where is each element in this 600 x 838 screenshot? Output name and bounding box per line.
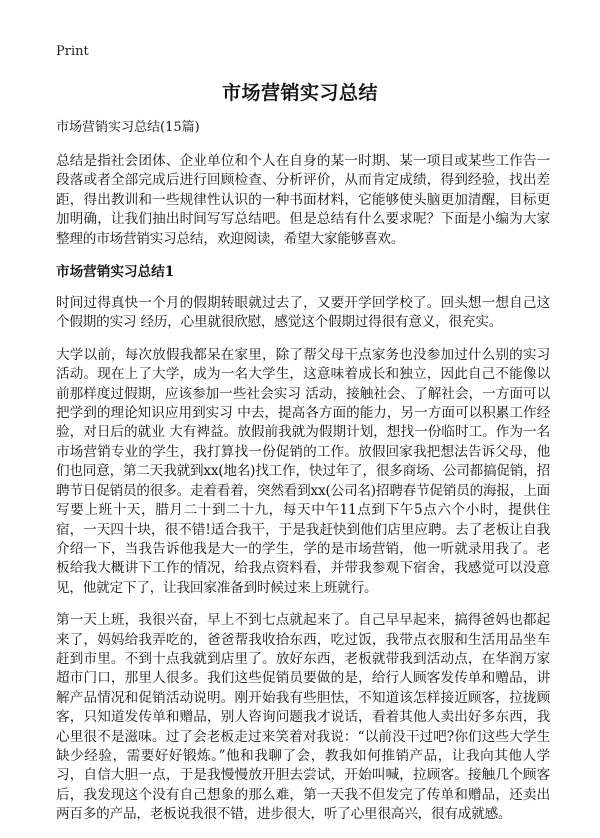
page-title: 市场营销实习总结 xyxy=(221,82,378,104)
document-subtitle: 市场营销实习总结(15篇) xyxy=(56,120,200,135)
body-paragraph: 大学以前，每次放假我都呆在家里，除了帮父母干点家务也没参加过什么别的实习活动。现在上了大学，成为一名大学生，这意味着成长和独立，因此自己不能像以前那样度过假期，应该参加一些社会实习 活动，接触社会、了解社会，一方面可以把学到的理论知识应用到实习 中去，提高各方面的能力，另一方面可以积累工作经验，对日后的就业 大有裨益。放假前我就为假期计划，想找一份临时工。作为一名市场营销专业的学生，我打算找一份促销的工作。放假回家我把想法告诉父母，他们也同意，第二天我就到xx(地名)找工作，快过年了，很多商场、公司都搞促销，招聘节日促销员的很多。走着看着，突然看到xx(公司名)招聘春节促销员的海报，上面写要上班十天，腊月二十到二十九，每天中午11点到下午5点六个小时，提供住宿，一天四十块，很不错!适合我干，于是我赶快到他们店里应聘。去了老板让自我介绍一下，当我告诉他我是大一的学生，学的是市场营销，他一听就录用我了。老板给我大概讲下工作的情况，给我点资料看，并带我参观下宿舍，我感觉可以没意见，他就定下了，让我回家准备到时候过来上班就行。 xyxy=(56,346,550,596)
print-button[interactable]: Print xyxy=(56,44,89,59)
intro-paragraph: 总结是指社会团体、企业单位和个人在自身的某一时期、某一项目或某些工作告一段落或者全部完成后进行回顾检查、分析评价，从而肯定成绩，得到经验，找出差距，得出教训和一些规律性认识的一种书面材料，它能够使头脑更加清醒，目标更加明确，让我们抽出时间写写总结吧。但是总结有什么要求呢？下面是小编为大家整理的市场营销实习总结，欢迎阅读，希望大家能够喜欢。 xyxy=(56,153,550,247)
section-heading: 市场营销实习总结1 xyxy=(56,264,175,281)
body-paragraph: 第一天上班，我很兴奋，早上不到七点就起来了。自己早早起来，搞得爸妈也都起来了，妈妈给我弄吃的，爸爸帮我收拾东西，吃过饭，我带点衣服和生活用品坐车赶到市里。不到十点我就到店里了。放好东西，老板就带我到活动点，在华润万家超市门口，那里人很多。我们这些促销员要做的是，给行人顾客发传单和赠品，讲解产品情况和促销活动说明。刚开始我有些胆怯，不知道该怎样接近顾客，拉拢顾客，只知道发传单和赠品，别人咨询问题我才说话，看着其他人卖出好多东西，我心里很不是滋味。过了会老板走过来笑着对我说：“以前没干过吧?你们这些大学生缺少经验，需要好好锻炼。”他和我聊了会，教我如何推销产品，让我向其他人学习，自信大胆一点，于是我慢慢放开胆去尝试，开始叫喊，拉顾客。接触几个顾客后，我发现这个没有自己想象的那么难，第一天我不但发完了传单和赠品，还卖出两百多的产品，老板说我很不错，进步很大，听了心里很高兴，很有成就感。 xyxy=(56,612,550,823)
document-body xyxy=(56,118,550,838)
body-paragraph: 时间过得真快一个月的假期转眼就过去了，又要开学回学校了。回头想一想自己这个假期的实习 经历，心里就很欣慰，感觉这个假期过得很有意义，很充实。 xyxy=(56,295,550,331)
